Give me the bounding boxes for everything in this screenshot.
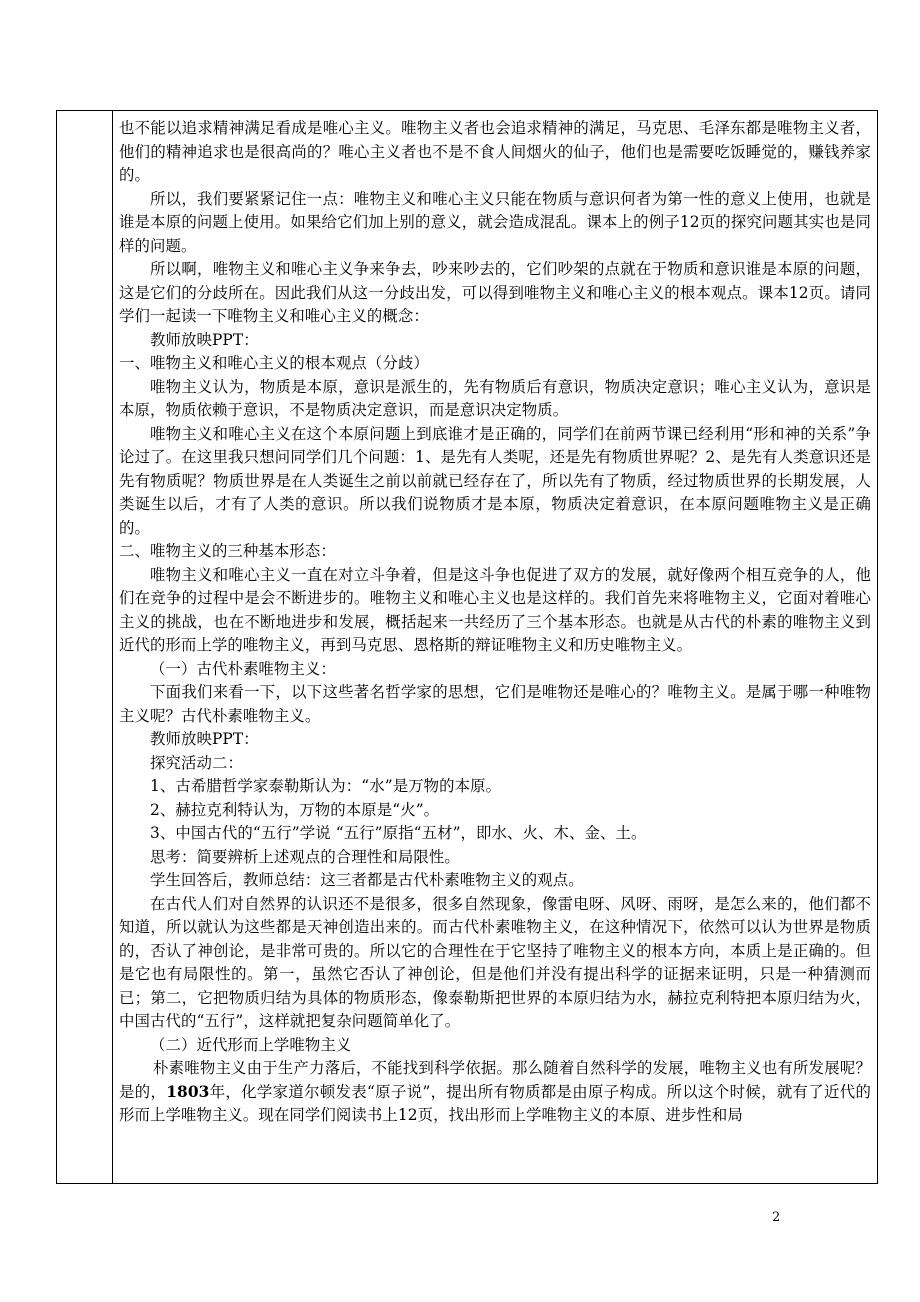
section-heading-2: 二、唯物主义的三种基本形态：	[119, 542, 336, 560]
paragraph-21	[119, 1057, 871, 1128]
paragraph-4: 教师放映PPT：	[150, 330, 259, 349]
paragraph-21-part-1: 朴素唯物主义由于生产力落后，不能找到科学依据。那么随着自然科学的发展，唯物主义也有所发展呢？是的，	[119, 1059, 871, 1101]
paragraph-13: 探究活动二：	[150, 753, 243, 772]
list-item-1: 1、古希腊哲学家泰勒斯认为：“水”是万物的本原。	[150, 777, 502, 795]
table-left-column	[57, 111, 113, 1183]
list-item-3: 3、中国古代的“五行”学说 “五行”原指“五材”，即水、火、木、金、土。	[150, 824, 647, 842]
paragraph-6: 唯物主义认为，物质是本原，意识是派生的，先有物质后有意识，物质决定意识；唯心主义认为，意识是本原，物质依赖于意识，不是物质决定意识，而是意识决定物质。	[119, 377, 871, 419]
year-1803: 1803	[166, 1082, 210, 1101]
table-content-cell	[113, 111, 877, 1183]
paragraph-12: 教师放映PPT：	[150, 730, 259, 748]
paragraph-7: 唯物主义和唯心主义在这个本原问题上到底谁才是正确的，同学们在前两节课已经利用“形和神的关系”争论过了。在这里我只想问同学们几个问题：1、是先有人类呢，还是先有物质世界呢？2、是先有人类意识还是先有物质呢？物质世界是在人类诞生之前以前就已经存在了，所以先有了物质，经过物质世界的长期发展，人类诞生以后，才有了人类的意识。所以我们说物质才是本原，物质决定着意识，在本原问题唯物主义是正确的。	[119, 424, 871, 537]
paragraph-19: 在古代人们对自然界的认识还不是很多，很多自然现象，像雷电呀、风呀、雨呀，是怎么来的，他们都不知道，所以就认为这些都是天神创造出来的。而古代朴素唯物主义，在这种情况下，依然可以认为世界是物质的，否认了神创论，是非常可贵的。所以它的合理性在于它坚持了唯物主义的根本方向，本质上是正确的。但是它也有局限性的。第一，虽然它否认了神创论，但是他们并没有提出科学的证据来证明，只是一种猜测而已；第二，它把物质归结为具体的物质形态，像泰勒斯把世界的本原归结为水，赫拉克利特把本原归结为火，中国古代的“五行”，这样就把复杂问题简单化了。	[119, 894, 871, 1030]
section-heading-1: 一、唯物主义和唯心主义的根本观点（分歧）	[119, 354, 429, 372]
paragraph-18: 学生回答后，教师总结：这三者都是古代朴素唯物主义的观点。	[150, 871, 584, 889]
list-item-2: 2、赫拉克利特认为，万物的本原是“火”。	[150, 800, 440, 819]
paragraph-11: 下面我们来看一下，以下这些著名哲学家的思想，它们是唯物还是唯心的？唯物主义。是属于哪一种唯物主义呢？古代朴素唯物主义。	[119, 683, 871, 725]
subsection-heading-2: （二）近代形而上学唯物主义	[150, 1035, 352, 1054]
paragraph-21-part-2: 年，化学家道尔顿发表“原子说”，提出所有物质都是由原子构成。所以这个时候，就有了近代的形而上学唯物主义。现在同学们阅读书上12页，找出形而上学唯物主义的本原、进步性和局	[119, 1082, 871, 1124]
paragraph-9: 唯物主义和唯心主义一直在对立斗争着，但是这斗争也促进了双方的发展，就好像两个相互竞争的人，他们在竞争的过程中是会不断进步的。唯物主义和唯心主义也是这样的。我们首先来将唯物主义，它面对着唯心主义的挑战，也在不断地进步和发展，概括起来一共经历了三个基本形态。也就是从古代的朴素的唯物主义到近代的形而上学的唯物主义，再到马克思、恩格斯的辩证唯物主义和历史唯物主义。	[119, 565, 871, 654]
paragraph-17: 思考：简要辨析上述观点的合理性和局限性。	[150, 847, 460, 866]
page-number: 2	[772, 1210, 781, 1225]
paragraph-2: 所以，我们要紧紧记住一点：唯物主义和唯心主义只能在物质与意识何者为第一性的意义上使用，也就是谁是本原的问题上使用。如果给它们加上别的意义，就会造成混乱。课本上的例子12页的探究问题其实也是同样的问题。	[119, 189, 871, 255]
paragraph-1: 也不能以追求精神满足看成是唯心主义。唯物主义者也会追求精神的满足，马克思、毛泽东都是唯物主义者，他们的精神追求也是很高尚的？唯心主义者也不是不食人间烟火的仙子，他们也是需要吃饭睡觉的，赚钱养家的。	[119, 119, 871, 184]
paragraph-3: 所以啊，唯物主义和唯心主义争来争去，吵来吵去的，它们吵架的点就在于物质和意识谁是本原的问题，这是它们的分歧所在。因此我们从这一分歧出发，可以得到唯物主义和唯心主义的根本观点。课本12页。请同学们一起读一下唯物主义和唯心主义的概念：	[119, 260, 871, 325]
subsection-heading-1: （一）古代朴素唯物主义：	[150, 659, 336, 678]
lesson-table	[56, 110, 878, 1184]
